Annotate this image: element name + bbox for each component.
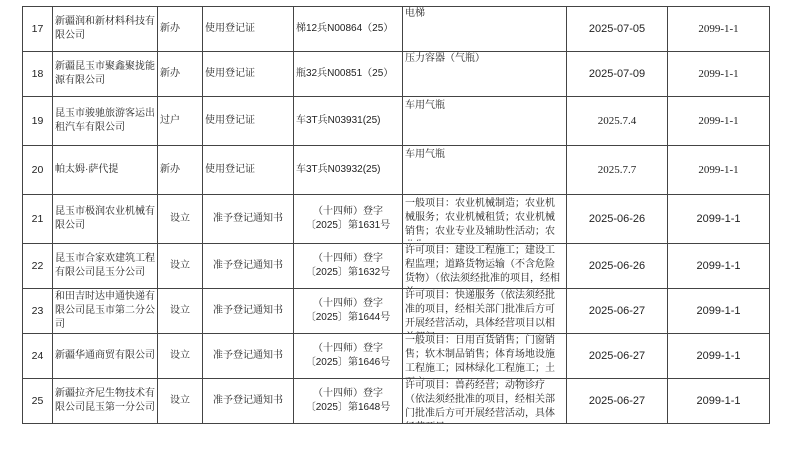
- certificate-number: 车3T兵N03932(25): [294, 146, 403, 195]
- scope: [403, 289, 567, 334]
- expiry-date: 2099-1-1: [668, 97, 770, 146]
- expiry-date: 2099-1-1: [668, 52, 770, 97]
- company-name: 帕太姆·萨代提: [53, 146, 158, 195]
- handling-type: 新办: [158, 7, 203, 52]
- certificate-number: （十四师）登字〔2025〕第1631号: [294, 195, 403, 244]
- handling-type: 设立: [158, 379, 203, 424]
- certificate-type: 准予登记通知书: [203, 289, 294, 334]
- issue-date: 2025-06-27: [567, 379, 668, 424]
- expiry-date: 2099-1-1: [668, 195, 770, 244]
- table-row: [23, 52, 770, 97]
- issue-date: 2025-07-05: [567, 7, 668, 52]
- row-number: 23: [23, 289, 53, 334]
- scope: [403, 334, 567, 379]
- handling-type: 新办: [158, 52, 203, 97]
- registration-table: [22, 6, 770, 424]
- company-name: 和田吉时达申通快递有限公司昆玉市第二分公司: [53, 289, 158, 334]
- issue-date: 2025-06-26: [567, 244, 668, 289]
- scope: [403, 52, 567, 97]
- scope: [403, 379, 567, 424]
- scope-text: 车用气瓶: [405, 149, 445, 160]
- certificate-number: 梯12兵N00864（25）: [294, 7, 403, 52]
- expiry-date: 2099-1-1: [668, 244, 770, 289]
- row-number: 18: [23, 52, 53, 97]
- company-name: 昆玉市骏驰旅游客运出租汽车有限公司: [53, 97, 158, 146]
- handling-type: 设立: [158, 195, 203, 244]
- table-row: [23, 195, 770, 244]
- company-name: 昆玉市合家欢建筑工程有限公司昆玉分公司: [53, 244, 158, 289]
- issue-date: 2025.7.7: [567, 146, 668, 195]
- company-name: 新疆华通商贸有限公司: [53, 334, 158, 379]
- row-number: 19: [23, 97, 53, 146]
- certificate-number: 车3T兵N03931(25): [294, 97, 403, 146]
- issue-date: 2025-06-27: [567, 334, 668, 379]
- table-row: [23, 97, 770, 146]
- issue-date: 2025.7.4: [567, 97, 668, 146]
- scope: [403, 7, 567, 52]
- scope-text: 许可项目：快递服务（依法须经批准的项目，经相关部门批准后方可开展经营活动，具体经营项目以相: [405, 290, 555, 329]
- expiry-date: 2099-1-1: [668, 289, 770, 334]
- company-name: 新疆昆玉市聚鑫聚拢能源有限公司: [53, 52, 158, 97]
- certificate-type: 使用登记证: [203, 7, 294, 52]
- row-number: 21: [23, 195, 53, 244]
- certificate-type: 使用登记证: [203, 146, 294, 195]
- certificate-type: 准予登记通知书: [203, 195, 294, 244]
- table-row: [23, 379, 770, 424]
- certificate-type: 准予登记通知书: [203, 379, 294, 424]
- company-name: 新疆拉齐尼生物技术有限公司昆玉第一分公司: [53, 379, 158, 424]
- certificate-type: 准予登记通知书: [203, 334, 294, 379]
- table-row: [23, 334, 770, 379]
- table-row: [23, 7, 770, 52]
- scope-text: 许可项目：兽药经营；动物诊疗（依法须经批准的项目，经相关部门批准后方可开展经营活动，具体: [405, 380, 555, 419]
- table-row: [23, 146, 770, 195]
- certificate-number: （十四师）登字〔2025〕第1632号: [294, 244, 403, 289]
- row-number: 24: [23, 334, 53, 379]
- scope-text: 许可项目：建设工程施工；建设工程监理；道路货物运输（不含危险货物）（依法须经批准的项目，经相: [405, 245, 560, 284]
- scope-text: 电梯: [405, 8, 425, 19]
- company-name: 新疆润和新材料科技有限公司: [53, 7, 158, 52]
- scope: [403, 195, 567, 244]
- registration-table-page: [22, 6, 769, 424]
- scope: [403, 97, 567, 146]
- certificate-type: 使用登记证: [203, 97, 294, 146]
- row-number: 20: [23, 146, 53, 195]
- scope-text: 压力容器（气瓶）: [405, 53, 485, 64]
- handling-type: 新办: [158, 146, 203, 195]
- certificate-type: 准予登记通知书: [203, 244, 294, 289]
- issue-date: 2025-06-27: [567, 289, 668, 334]
- expiry-date: 2099-1-1: [668, 379, 770, 424]
- scope-text: 车用气瓶: [405, 100, 445, 111]
- scope-text: 一般项目：日用百货销售；门窗销售；软木制品销售；体育场地设施工程施工；园林绿化工程施工；土: [405, 335, 555, 374]
- issue-date: 2025-06-26: [567, 195, 668, 244]
- certificate-number: （十四师）登字〔2025〕第1646号: [294, 334, 403, 379]
- scope-text: 一般项目：农业机械制造；农业机械服务；农业机械租赁；农业机械销售；农业专业及辅助性活动；农: [405, 198, 555, 237]
- handling-type: 过户: [158, 97, 203, 146]
- handling-type: 设立: [158, 289, 203, 334]
- expiry-date: 2099-1-1: [668, 146, 770, 195]
- certificate-number: （十四师）登字〔2025〕第1648号: [294, 379, 403, 424]
- certificate-number: （十四师）登字〔2025〕第1644号: [294, 289, 403, 334]
- expiry-date: 2099-1-1: [668, 334, 770, 379]
- row-number: 22: [23, 244, 53, 289]
- company-name: 昆玉市极润农业机械有限公司: [53, 195, 158, 244]
- scope: [403, 244, 567, 289]
- row-number: 25: [23, 379, 53, 424]
- certificate-type: 使用登记证: [203, 52, 294, 97]
- row-number: 17: [23, 7, 53, 52]
- expiry-date: 2099-1-1: [668, 7, 770, 52]
- table-row: [23, 244, 770, 289]
- issue-date: 2025-07-09: [567, 52, 668, 97]
- certificate-number: 瓶32兵N00851（25）: [294, 52, 403, 97]
- scope: [403, 146, 567, 195]
- table-row: [23, 289, 770, 334]
- handling-type: 设立: [158, 244, 203, 289]
- handling-type: 设立: [158, 334, 203, 379]
